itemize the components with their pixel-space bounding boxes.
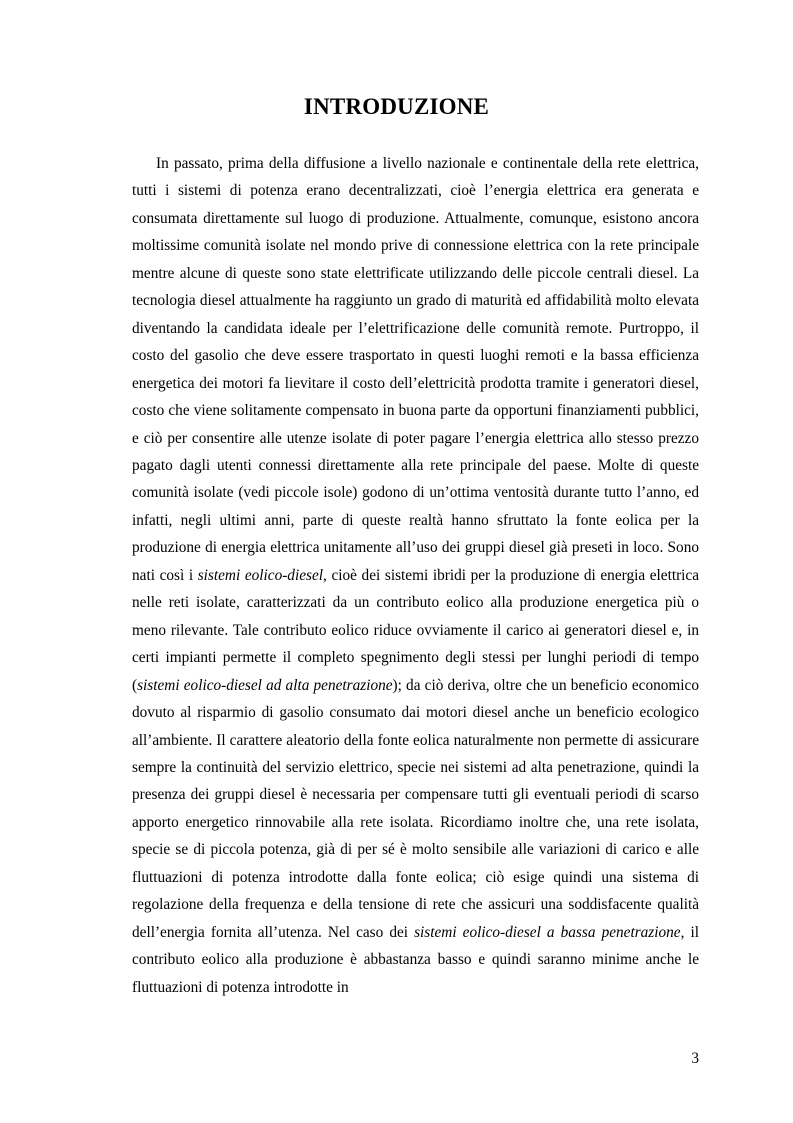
italic-term: sistemi eolico-diesel a bassa penetrazione	[414, 923, 681, 941]
page-number: 3	[691, 1050, 699, 1067]
text-run: In passato, prima della diffusione a livello nazionale e continentale della rete elettrica, tutti i sistemi di potenza erano decentralizzati, cioè l’energia elettrica era generata e consumata direttamente sul luogo di produzione. Attualmente, comunque, esistono ancora moltissime comunità isolate nel mondo prive di connessione elettrica con la rete principale mentre alcune di queste sono state elettrificate utilizzando delle piccole centrali diesel. La tecnologia diesel attualmente ha raggiunto un grado di maturità ed affidabilità molto elevata diventando la candidata ideale per l’elettrificazione delle comunità remote. Purtroppo, il costo del gasolio che deve essere trasportato in questi luoghi remoti e la bassa efficienza energetica dei motori fa lievitare il costo dell’elettricità prodotta tramite i generatori diesel, costo che viene solitamente compensato in buona parte da opportuni finanziamenti pubblici, e ciò per consentire alle utenze isolate di poter pagare l’energia elettrica allo stesso prezzo pagato dagli utenti connessi direttamente alla rete principale del paese. Molte di queste comunità isolate (vedi piccole isole) godono di un’ottima ventosità durante tutto l’anno, ed infatti, negli ultimi anni, parte di queste realtà hanno sfruttato la fonte eolica per la produzione di energia elettrica unitamente all’uso dei gruppi diesel già preseti in loco. Sono nati così i	[132, 155, 699, 584]
italic-term: sistemi eolico-diesel	[197, 566, 323, 584]
body-paragraph	[132, 150, 699, 1001]
text-run: , cioè dei sistemi ibridi per la produzione di energia elettrica nelle reti isolate, caratterizzati da un contributo eolico alla produzione energetica più o meno rilevante. Tale contributo eolico riduce ovviamente il carico ai generatori diesel e, in certi impianti permette il completo spegnimento degli stessi per lunghi periodi di tempo (	[132, 566, 700, 694]
text-run: ); da ciò deriva, oltre che un beneficio economico dovuto al risparmio di gasolio consumato dai motori diesel anche un beneficio ecologico all’ambiente. Il carattere aleatorio della fonte eolica naturalmente non permette di assicurare sempre la continuità del servizio elettrico, specie nei sistemi ad alta penetrazione, quindi la presenza dei gruppi diesel è necessaria per compensare tutti gli eventuali periodi di scarso apporto energetico rinnovabile alla rete isolata. Ricordiamo inoltre che, una rete isolata, specie se di piccola potenza, già di per sé è molto sensibile alle variazioni di carico e alle fluttuazioni di potenza introdotte dalla fonte eolica; ciò esige quindi una sistema di regolazione della frequenza e della tensione di rete che assicuri una soddisfacente qualità dell’energia fornita all’utenza. Nel caso dei	[132, 676, 699, 941]
italic-term: sistemi eolico-diesel ad alta penetrazione	[137, 676, 393, 694]
text-run: , il contributo eolico alla produzione è abbastanza basso e quindi saranno minime anche le fluttuazioni di potenza introdotte in	[132, 923, 699, 996]
page-title: INTRODUZIONE	[303, 94, 490, 119]
